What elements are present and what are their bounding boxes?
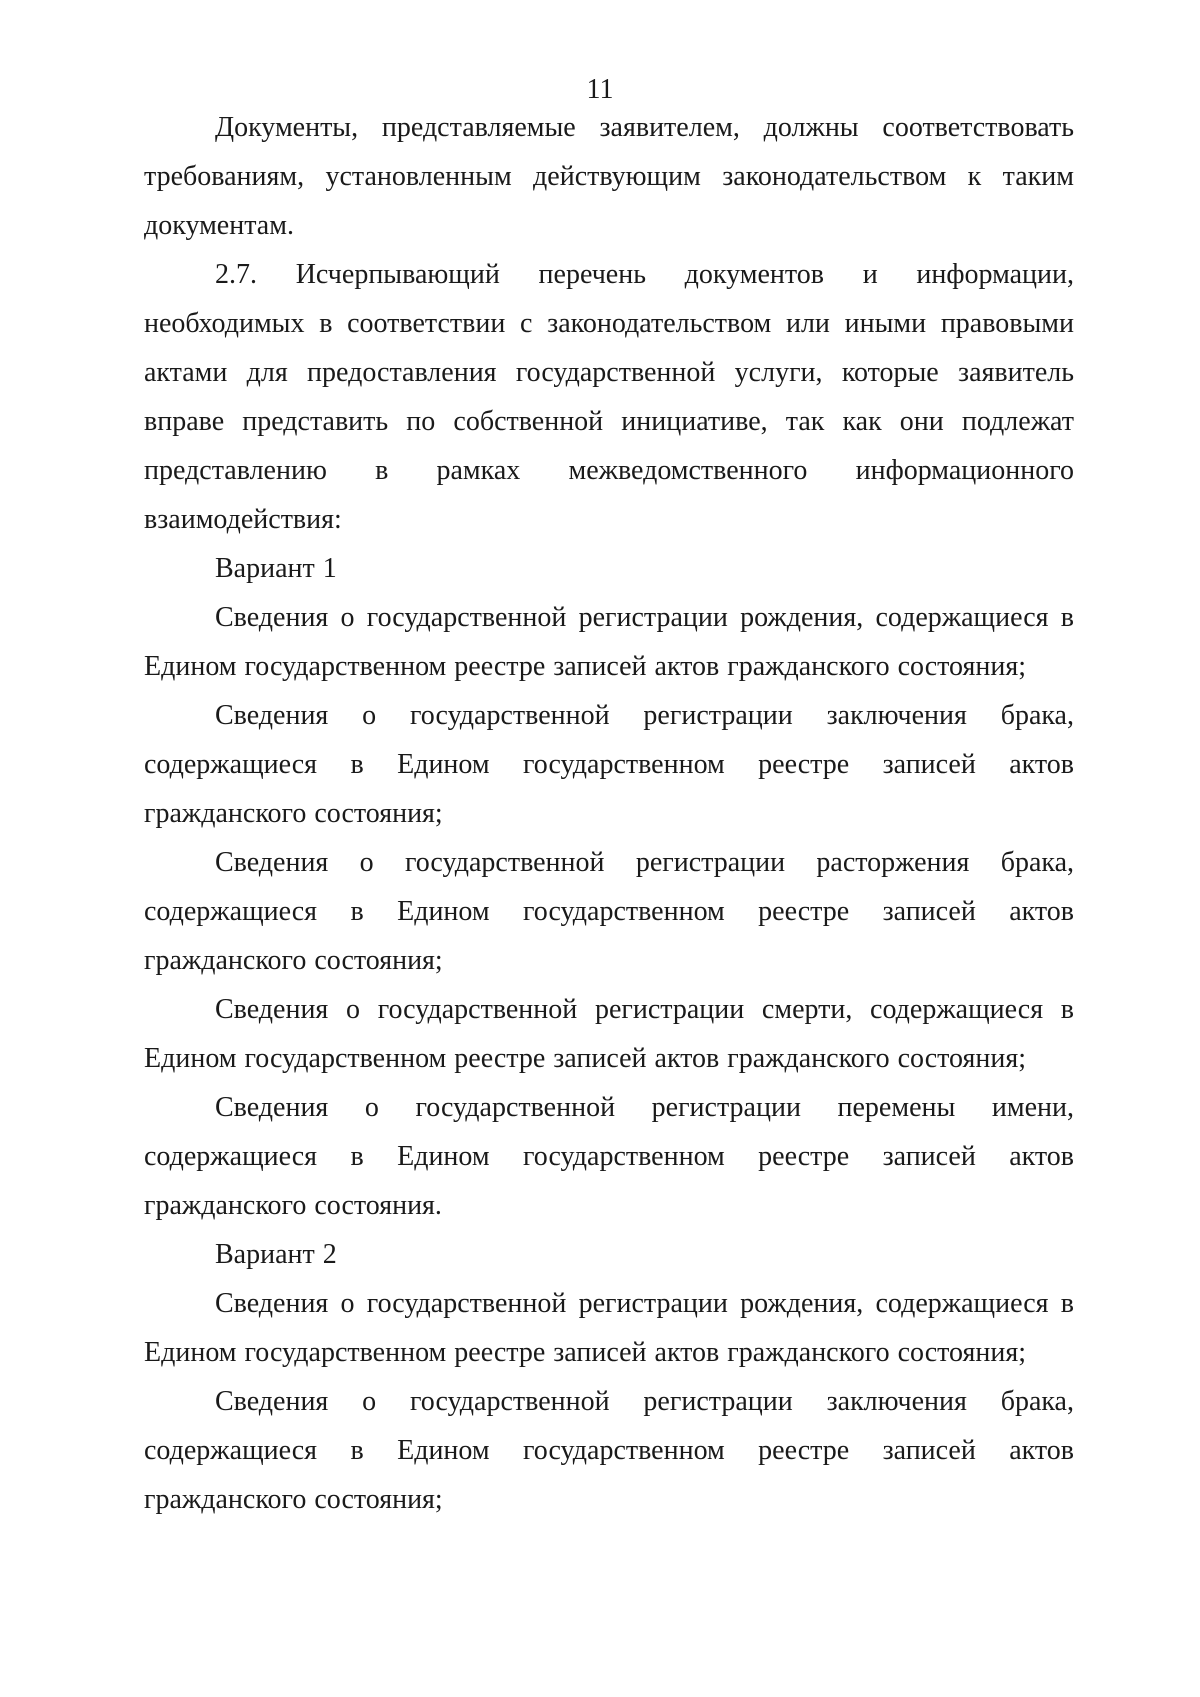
paragraph-marriage-registration-v2: Сведения о государственной регистрации заключения брака, содержащиеся в Едином государственном реестре записей актов гражданского состояния;	[144, 1386, 1074, 1515]
paragraph-birth-registration-v2: Сведения о государственной регистрации рождения, содержащиеся в Едином государственном реестре записей актов гражданского состояния;	[144, 1288, 1074, 1368]
paragraph-name-change-registration: Сведения о государственной регистрации перемены имени, содержащиеся в Едином государственном реестре записей актов гражданского состояния.	[144, 1092, 1074, 1221]
paragraph-section-2-7: 2.7. Исчерпывающий перечень документов и информации, необходимых в соответствии с законодательством или иными правовыми актами для предоставления государственной услуги, которые заявитель вправе представить по собственной инициативе, так как они подлежат представлению в рамках межведомственного информационного взаимодействия:	[144, 259, 1074, 535]
paragraph-documents-requirements: Документы, представляемые заявителем, должны соответствовать требованиям, установленным действующим законодательством к таким документам.	[144, 112, 1074, 241]
paragraph-death-registration: Сведения о государственной регистрации смерти, содержащиеся в Едином государственном реестре записей актов гражданского состояния;	[144, 994, 1074, 1074]
variant-2-heading: Вариант 2	[215, 1239, 337, 1270]
document-body	[144, 103, 1074, 1524]
page-number: 11	[586, 74, 614, 105]
paragraph-marriage-registration: Сведения о государственной регистрации заключения брака, содержащиеся в Едином государственном реестре записей актов гражданского состояния;	[144, 700, 1074, 829]
variant-1-heading: Вариант 1	[215, 553, 337, 584]
paragraph-birth-registration: Сведения о государственной регистрации рождения, содержащиеся в Едином государственном реестре записей актов гражданского состояния;	[144, 602, 1074, 682]
paragraph-divorce-registration: Сведения о государственной регистрации расторжения брака, содержащиеся в Едином государственном реестре записей актов гражданского состояния;	[144, 847, 1074, 976]
